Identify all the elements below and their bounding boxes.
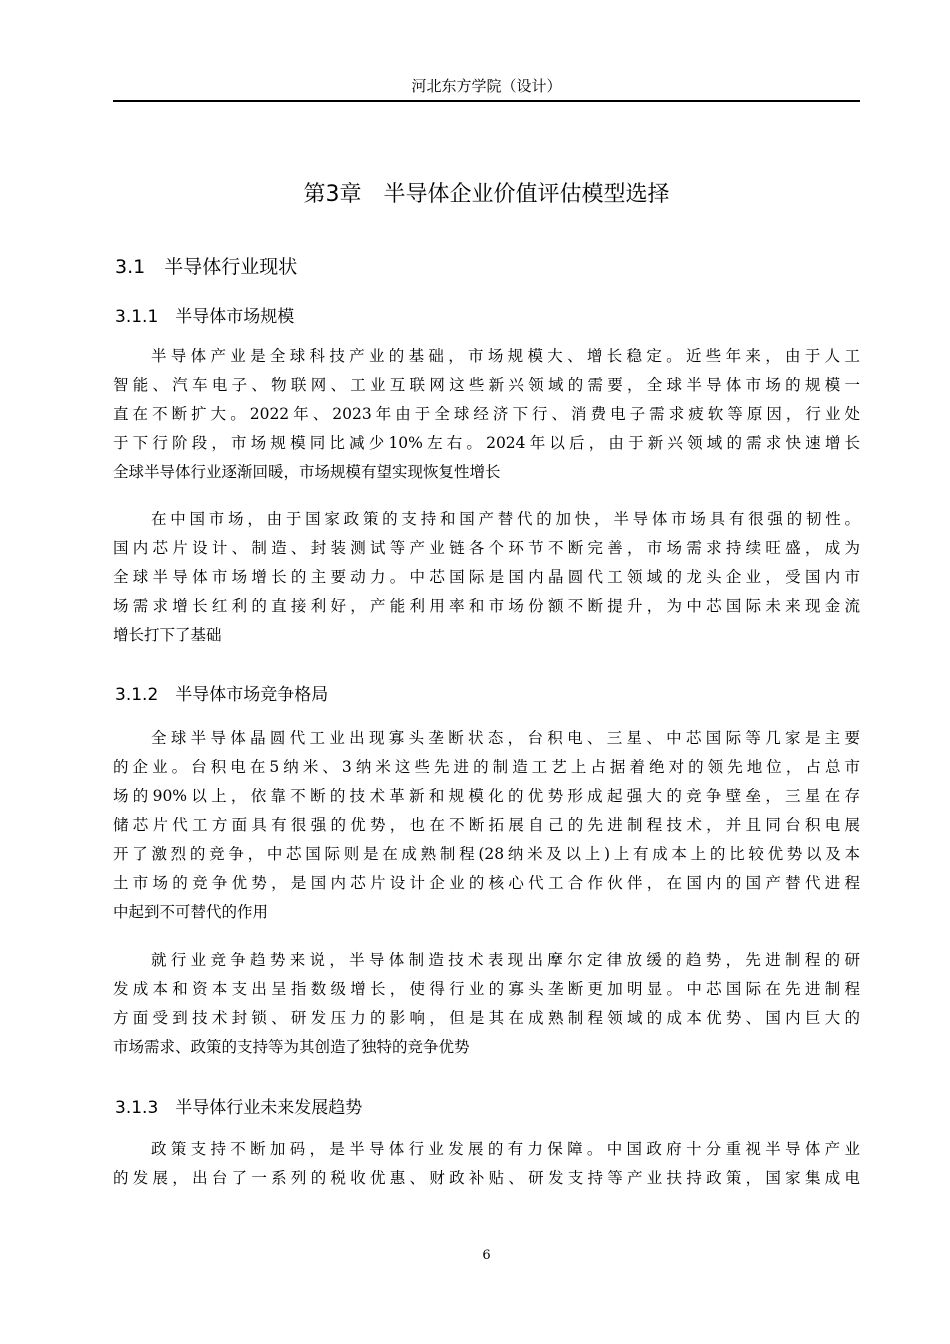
- chapter-title: 第3章 半导体企业价值评估模型选择: [303, 182, 670, 207]
- paragraph-line: 中起到不可替代的作用: [113, 903, 269, 921]
- paragraph-line: 的发展，出台了一系列的税收优惠、财政补贴、研发支持等产业扶持政策，国家集成电: [113, 1169, 860, 1187]
- paragraph-line: 国内芯片设计、制造、封装测试等产业链各个环节不断完善，市场需求持续旺盛，成为: [113, 539, 860, 557]
- paragraph-line: 半导体产业是全球科技产业的基础，市场规模大、增长稳定。近些年来，由于人工: [151, 347, 860, 365]
- page-header: 河北东方学院（设计）: [411, 77, 562, 95]
- paragraph-line: 发成本和资本支出呈指数级增长，使得行业的寡头垄断更加明显。中芯国际在先进制程: [113, 980, 860, 998]
- paragraph-line: 市场需求、政策的支持等为其创造了独特的竞争优势: [113, 1038, 470, 1056]
- page-number: 6: [482, 1248, 491, 1263]
- section-heading-3-1-1: 3.1.1 半导体市场规模: [115, 307, 295, 327]
- paragraph-future-trends-1: [113, 1135, 860, 1193]
- paragraph-line: 在中国市场，由于国家政策的支持和国产替代的加快，半导体市场具有很强的韧性。: [151, 510, 860, 528]
- paragraph-line: 政策支持不断加码，是半导体行业发展的有力保障。中国政府十分重视半导体产业: [151, 1140, 860, 1158]
- paragraph-line: 全球半导体行业逐渐回暖，市场规模有望实现恢复性增长: [113, 463, 501, 481]
- section-heading-3-1-2: 3.1.2 半导体市场竞争格局: [115, 685, 329, 705]
- paragraph-line: 于下行阶段，市场规模同比减少10%左右。2024年以后，由于新兴领域的需求快速增长: [113, 434, 860, 452]
- paragraph-line: 开了激烈的竞争，中芯国际则是在成熟制程(28纳米及以上)上有成本上的比较优势以及本: [113, 845, 860, 863]
- paragraph-line: 全球半导体市场增长的主要动力。中芯国际是国内晶圆代工领域的龙头企业，受国内市: [113, 568, 860, 586]
- paragraph-line: 全球半导体晶圆代工业出现寡头垄断状态，台积电、三星、中芯国际等几家是主要: [151, 729, 860, 747]
- paragraph-line: 直在不断扩大。2022年、2023年由于全球经济下行、消费电子需求疲软等原因，行业处: [113, 405, 860, 423]
- paragraph-line: 智能、汽车电子、物联网、工业互联网这些新兴领域的需要，全球半导体市场的规模一: [113, 376, 860, 394]
- paragraph-line: 的企业。台积电在5纳米、3纳米这些先进的制造工艺上占据着绝对的领先地位，占总市: [113, 758, 860, 776]
- paragraph-competition-2: [113, 946, 860, 1062]
- section-heading-3-1: 3.1 半导体行业现状: [115, 256, 298, 278]
- section-heading-3-1-3: 3.1.3 半导体行业未来发展趋势: [115, 1098, 363, 1118]
- paragraph-line: 方面受到技术封锁、研发压力的影响，但是其在成熟制程领域的成本优势、国内巨大的: [113, 1009, 860, 1027]
- paragraph-line: 场的90%以上，依靠不断的技术革新和规模化的优势形成起强大的竞争壁垒，三星在存: [113, 787, 860, 805]
- paragraph-market-size-2: [113, 505, 860, 650]
- paragraph-market-size-1: [113, 342, 860, 487]
- header-rule: [113, 100, 860, 102]
- paragraph-line: 土市场的竞争优势，是国内芯片设计企业的核心代工合作伙伴，在国内的国产替代进程: [113, 874, 860, 892]
- paragraph-line: 储芯片代工方面具有很强的优势，也在不断拓展自己的先进制程技术，并且同台积电展: [113, 816, 860, 834]
- paragraph-line: 增长打下了基础: [113, 626, 222, 644]
- paragraph-line: 场需求增长红利的直接利好，产能利用率和市场份额不断提升，为中芯国际未来现金流: [113, 597, 860, 615]
- paragraph-line: 就行业竞争趋势来说，半导体制造技术表现出摩尔定律放缓的趋势，先进制程的研: [151, 951, 860, 969]
- paragraph-competition-1: [113, 724, 860, 927]
